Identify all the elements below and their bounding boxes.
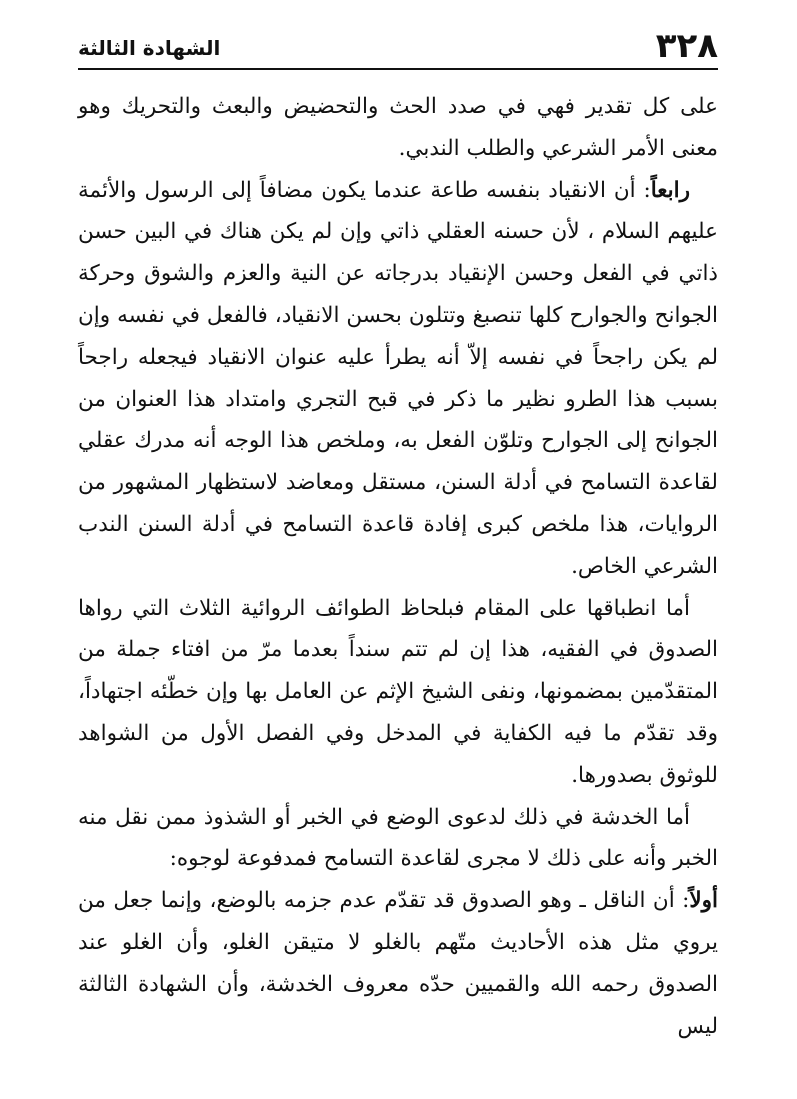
page-number: ٣٢٨ xyxy=(655,26,718,66)
page-body xyxy=(78,86,718,1047)
paragraph-text: أما انطباقها على المقام فبلحاظ الطوائف الروائية الثلاث التي رواها الصدوق في الفقيه، هذا إن لم تتم سنداً بعدما مرّ من افتاء جملة من المتقدّمين بمضمونها، ونفى الشيخ الإثم عن العامل بها وإن خطّئه اجتهاداً، وقد تقدّم ما فيه الكفاية في المدخل وفي الفصل الأول من الشواهد للوثوق بصدورها. xyxy=(78,595,718,788)
running-title: الشهادة الثالثة xyxy=(78,36,221,60)
paragraph xyxy=(78,797,718,881)
paragraph xyxy=(78,588,718,797)
page-header xyxy=(78,28,718,70)
paragraph xyxy=(78,170,718,588)
paragraph-text: : أن الناقل ـ وهو الصدوق قد تقدّم عدم جزمه بالوضع، وإنما جعل من يروي مثل هذه الأحاديث متّهم بالغلو لا متيقن الغلو، وأن الغلو عند الصدوق رحمه الله والقميين حدّه معروف الخدشة، وأن الشهادة الثالثة ليس xyxy=(78,888,718,1039)
paragraph xyxy=(78,86,718,170)
paragraph-lead: رابعاً xyxy=(650,177,690,203)
paragraph xyxy=(78,880,718,1047)
paragraph-text: على كل تقدير فهي في صدد الحث والتحضيض والبعث والتحريك وهو معنى الأمر الشرعي والطلب الندبي. xyxy=(78,94,718,161)
paragraph-text: : أن الانقياد بنفسه طاعة عندما يكون مضافاً إلى الرسول والأئمة عليهم السلام ، لأن حسنه العقلي ذاتي وإن لم يكن هناك في البين حسن ذاتي في الفعل وحسن الإنقياد بدرجاته عن النية والعزم والشوق وحركة الجوانح والجوارح كلها تنصبغ وتتلون بحسن الانقياد، فالفعل في نفسه وإن لم يكن راجحاً في نفسه إلاّ أنه يطرأ عليه عنوان الانقياد فيجعله راجحاً بسبب هذا الطرو نظير ما ذكر في قبح التجري وامتداد هذا العنوان من الجوانح إلى الجوارح وتلوّن الفعل به، وملخص هذا الوجه أنه مدرك عقلي لقاعدة التسامح في أدلة السنن، مستقل ومعاضد لاستظهار المشهور من الروايات، هذا ملخص كبرى إفادة قاعدة التسامح في أدلة السنن الندب الشرعي الخاص. xyxy=(78,177,718,579)
paragraph-text: أما الخدشة في ذلك لدعوى الوضع في الخبر أو الشذوذ ممن نقل منه الخبر وأنه على ذلك لا مجرى لقاعدة التسامح فمدفوعة لوجوه: xyxy=(78,804,718,872)
paragraph-lead: أولاً xyxy=(689,888,718,914)
